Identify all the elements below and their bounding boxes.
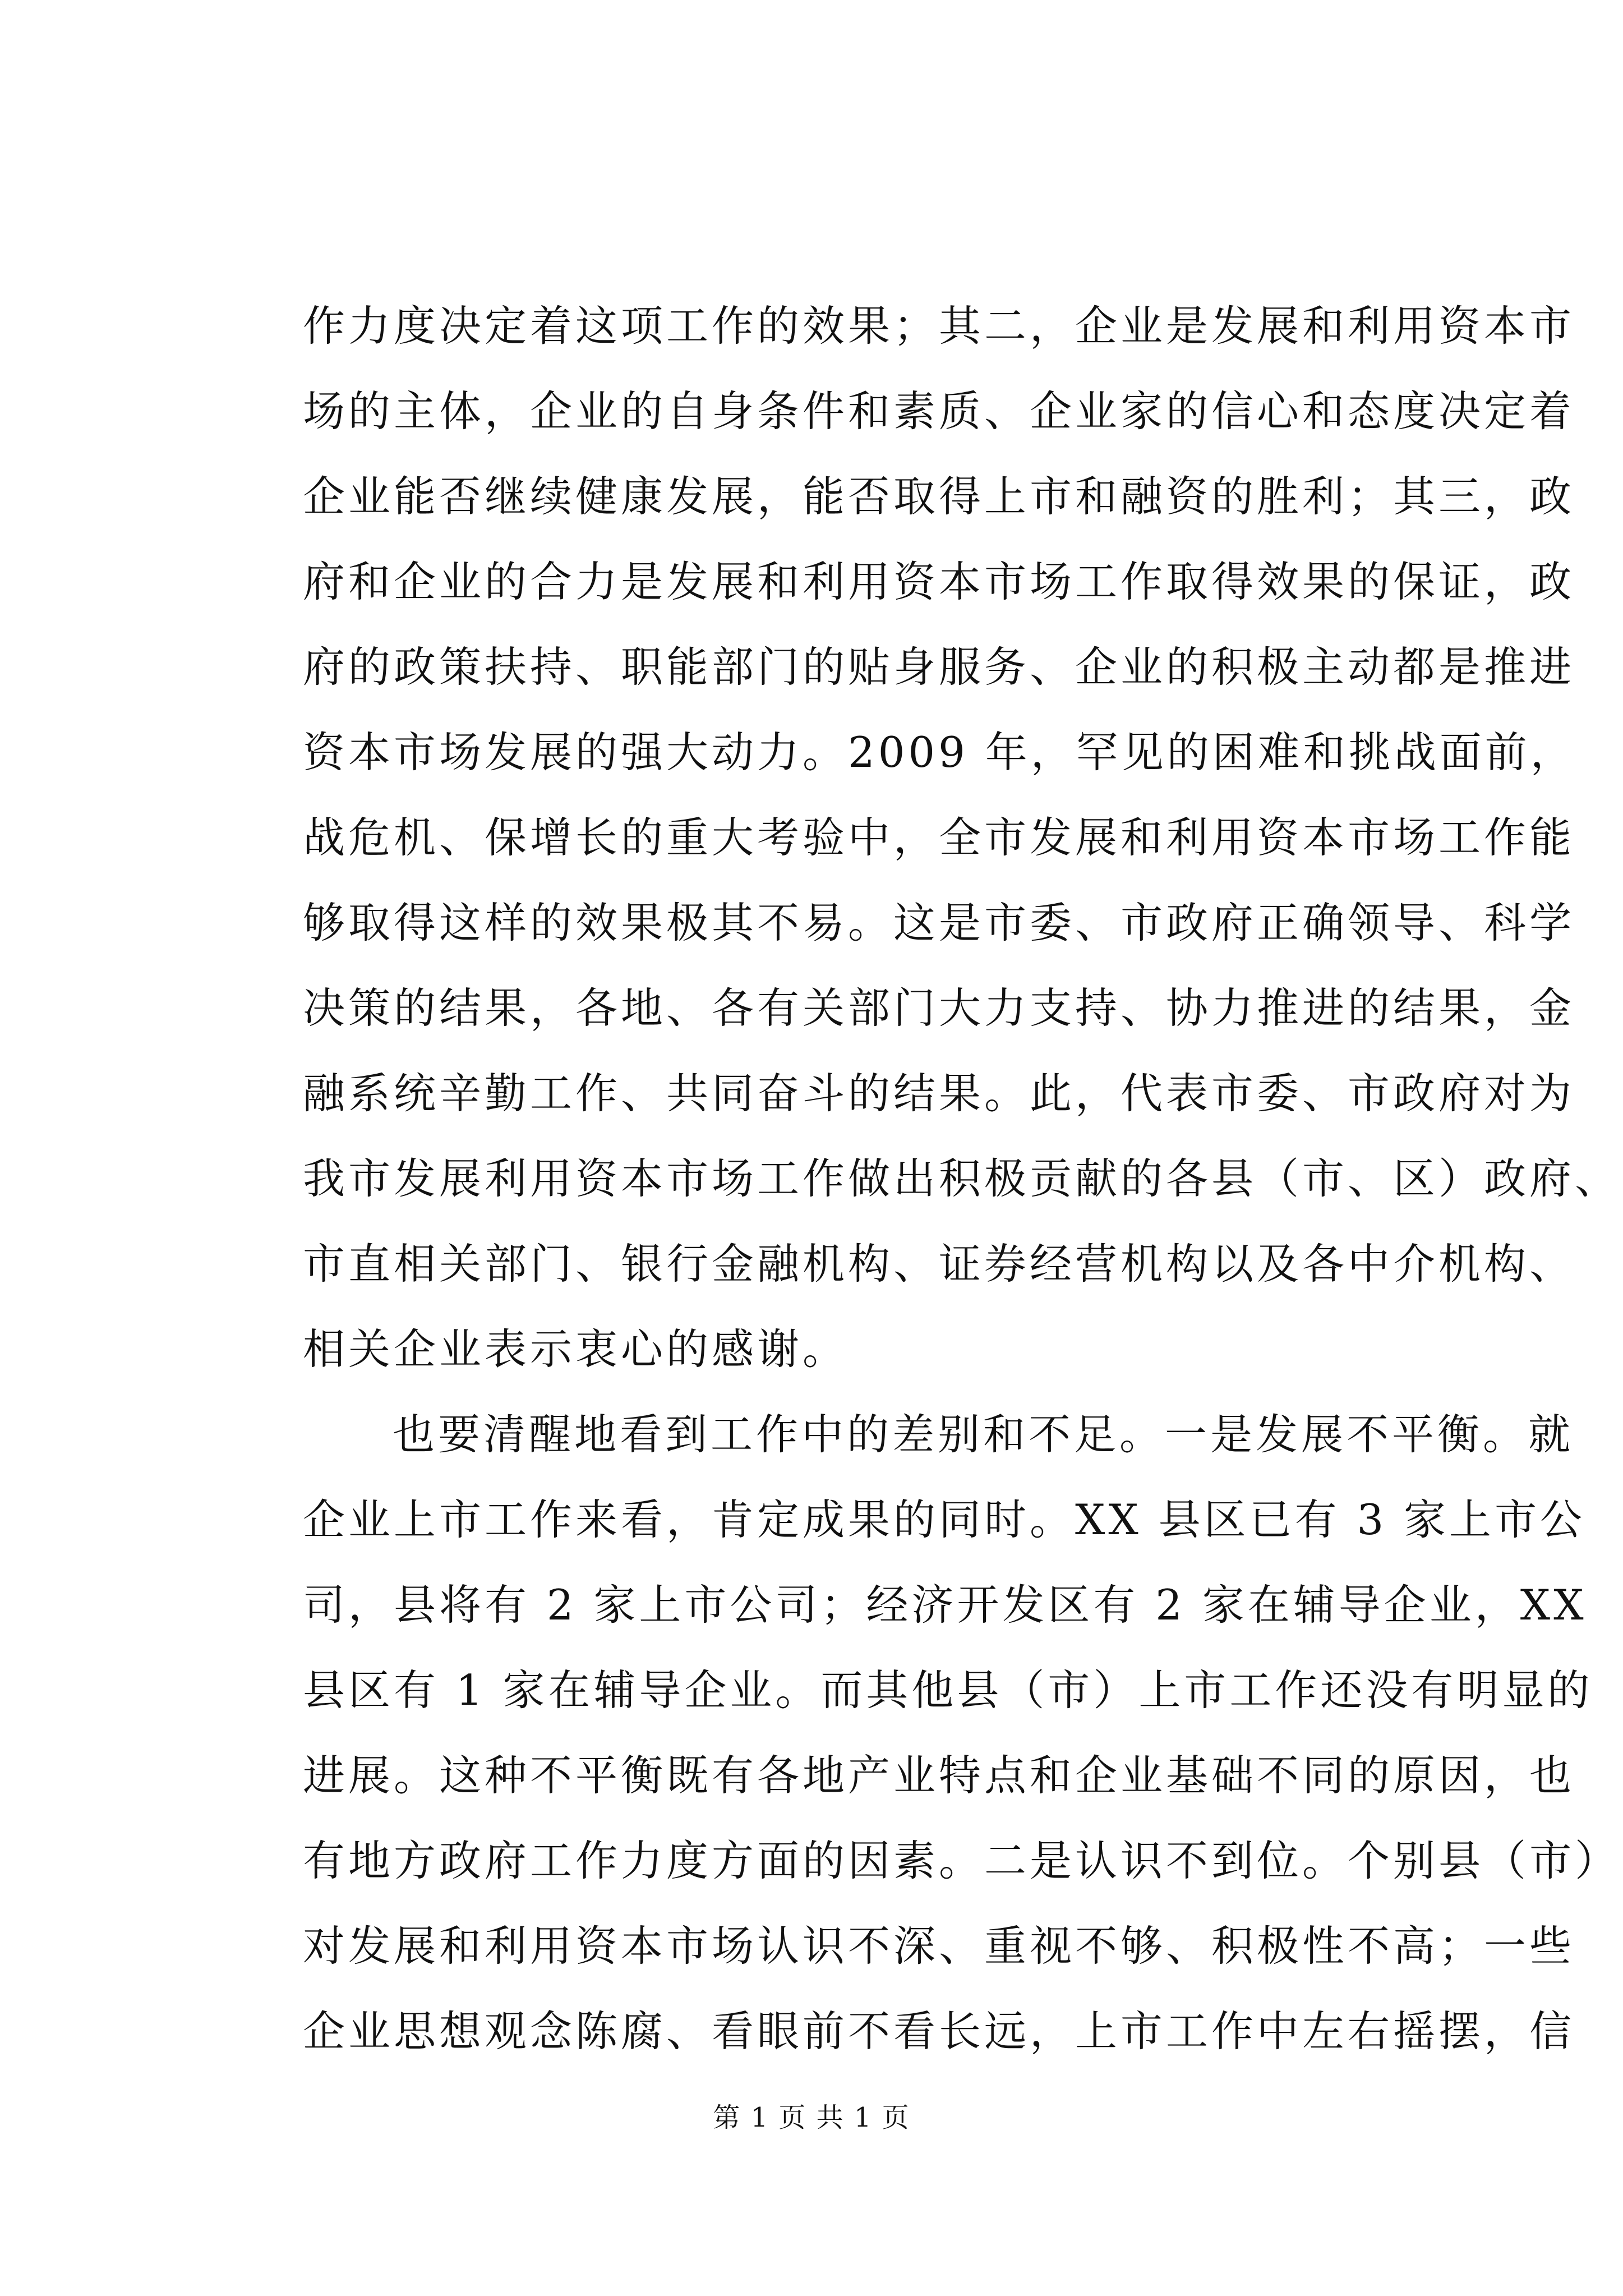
text-line: 企业能否继续健康发展，能否取得上市和融资的胜利；其三，政 <box>303 472 1575 521</box>
text-line: 进展。这种不平衡既有各地产业特点和企业基础不同的原因，也 <box>303 1751 1575 1800</box>
body-text <box>303 283 1621 2074</box>
text-line: 我市发展利用资本市场工作做出积极贡献的各县（市、区）政府、 <box>303 1154 1621 1203</box>
page-footer <box>0 2101 1623 2134</box>
text-line: 有地方政府工作力度方面的因素。二是认识不到位。个别县（市） <box>303 1836 1621 1885</box>
text-line: 够取得这样的效果极其不易。这是市委、市政府正确领导、科学 <box>303 898 1575 947</box>
text-line: 府的政策扶持、职能部门的贴身服务、企业的积极主动都是推进 <box>303 642 1575 692</box>
text-line: 战危机、保增长的重大考验中，全市发展和利用资本市场工作能 <box>303 813 1575 862</box>
text-line: 资本市场发展的强大动力。2009 年，罕见的困难和挑战面前， <box>303 728 1576 777</box>
text-line: 融系统辛勤工作、共同奋斗的结果。此，代表市委、市政府对为 <box>303 1069 1575 1118</box>
text-line: 相关企业表示衷心的感谢。 <box>303 1324 849 1374</box>
text-line: 企业上市工作来看，肯定成果的同时。XX 县区已有 3 家上市公 <box>303 1495 1586 1544</box>
text-line: 对发展和利用资本市场认识不深、重视不够、积极性不高；一些 <box>303 1921 1575 1971</box>
text-line: 作力度决定着这项工作的效果；其二，企业是发展和利用资本市 <box>303 301 1575 351</box>
text-line: 司，县将有 2 家上市公司；经济开发区有 2 家在辅导企业，XX <box>303 1580 1587 1630</box>
paragraph-start-line: 也要清醒地看到工作中的差别和不足。一是发展不平衡。就 <box>393 1410 1574 1459</box>
page-number: 第 1 页 共 1 页 <box>713 2102 910 2133</box>
text-line: 市直相关部门、银行金融机构、证券经营机构以及各中介机构、 <box>303 1239 1575 1289</box>
text-line: 场的主体，企业的自身条件和素质、企业家的信心和态度决定着 <box>303 386 1575 436</box>
text-line: 县区有 1 家在辅导企业。而其他县（市）上市工作还没有明显的 <box>303 1665 1593 1715</box>
text-line: 企业思想观念陈腐、看眼前不看长远，上市工作中左右摇摆，信 <box>303 2007 1575 2056</box>
text-line: 决策的结果，各地、各有关部门大力支持、协力推进的结果，金 <box>303 983 1575 1033</box>
text-line: 府和企业的合力是发展和利用资本市场工作取得效果的保证，政 <box>303 557 1575 606</box>
